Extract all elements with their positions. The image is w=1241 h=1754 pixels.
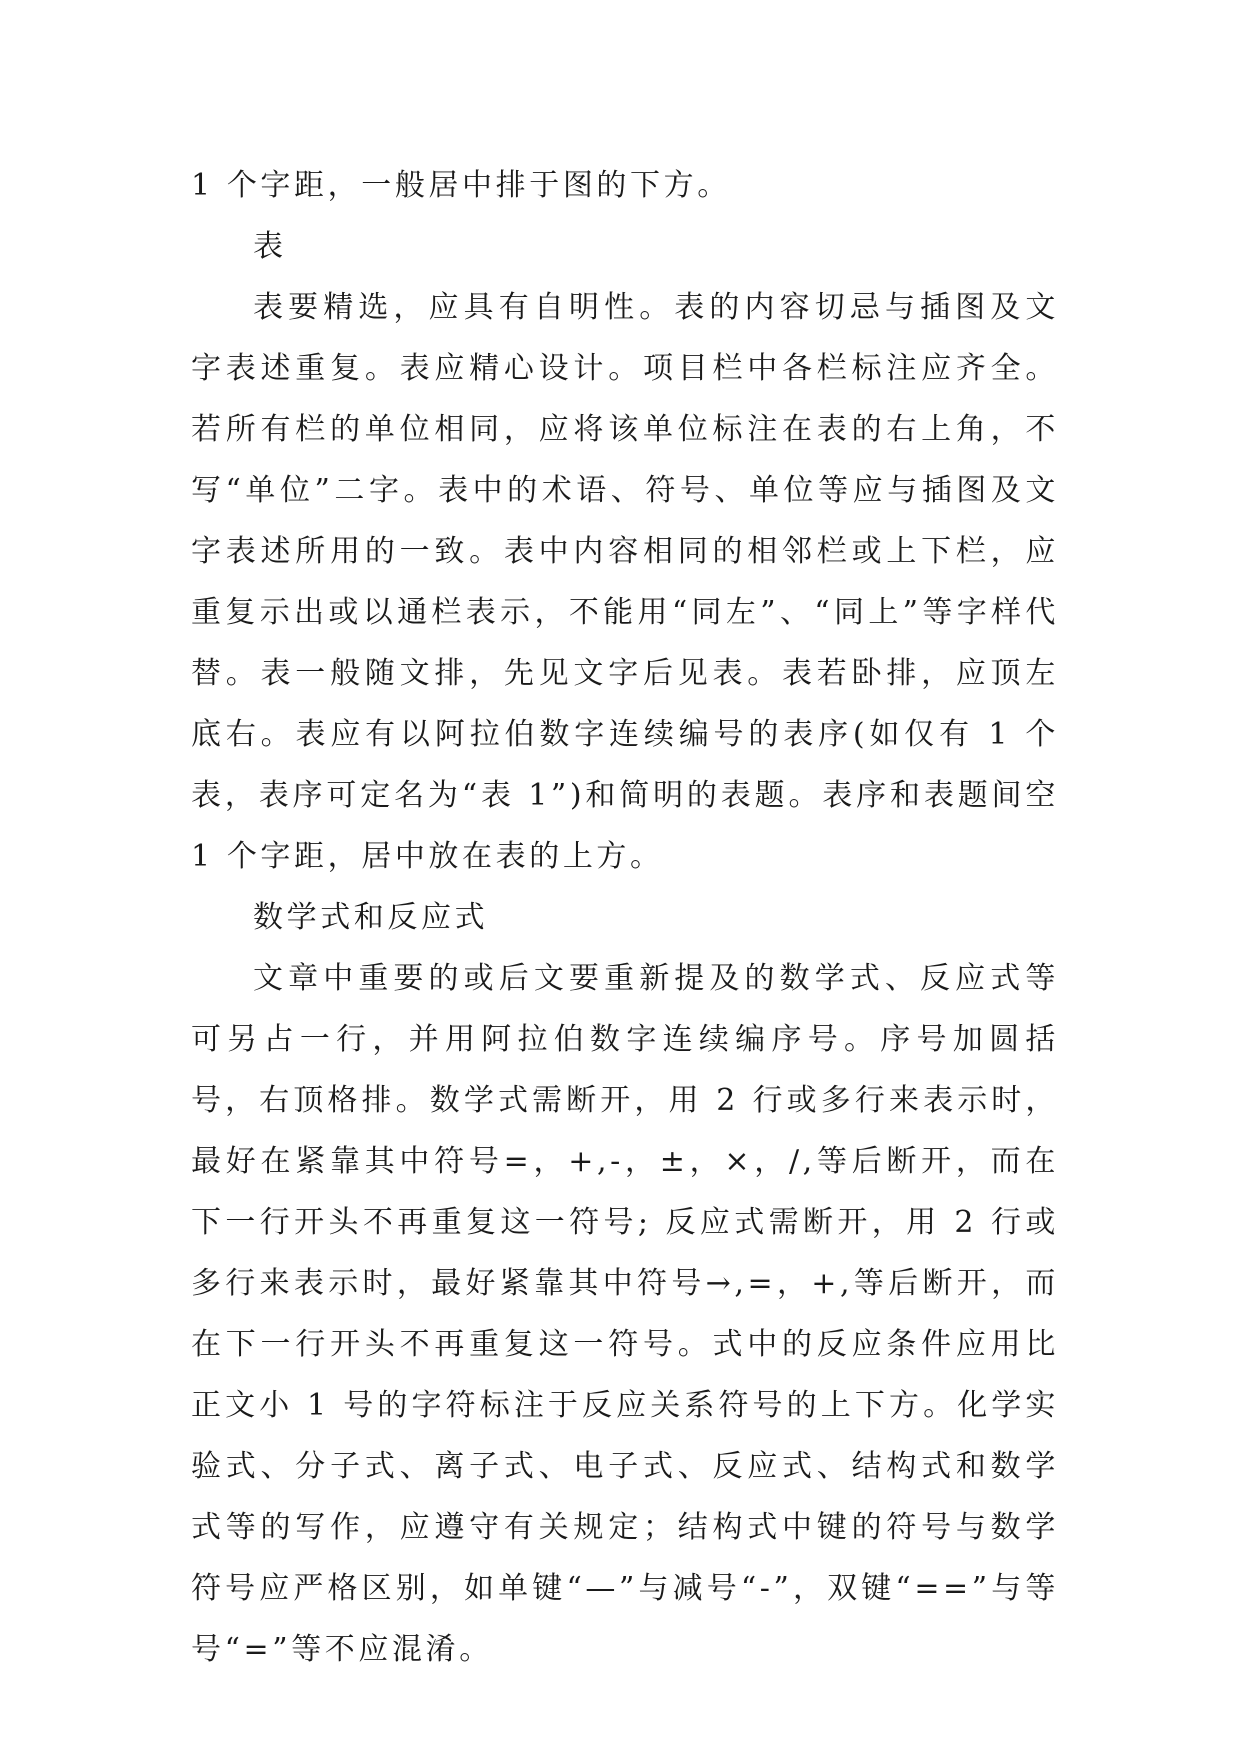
paragraph-formula-rules: 文章中重要的或后文要重新提及的数学式、反应式等可另占一行，并用阿拉伯数字连续编序号。序号加圆括号，右顶格排。数学式需断开，用 2 行或多行来表示时，最好在紧靠其中符号=，+,-，±，×，/,等后断开，而在下一行开头不再重复这一符号; 反应式需断开，用 2 行或多行来表示时，最好紧靠其中符号→,=，+,等后断开，而在下一行开头不再重复这一符号。式中的反应条件应用比正文小 1 号的字符标注于反应关系符号的上下方。化学实验式、分子式、离子式、电子式、反应式、结构式和数学式等的写作，应遵守有关规定；结构式中键的符号与数学符号应严格区别，如单键“—”与减号“-”，双键“==”与等号“=”等不应混淆。: [191, 961, 1059, 1667]
section-heading-formulas: 数学式和反应式: [253, 900, 489, 935]
section-heading-table: 表: [253, 229, 287, 264]
paragraph-continuation: 1 个字距，一般居中排于图的下方。: [191, 168, 731, 203]
paragraph-table-rules: 表要精选，应具有自明性。表的内容切忌与插图及文字表述重复。表应精心设计。项目栏中各栏标注应齐全。若所有栏的单位相同，应将该单位标注在表的右上角，不写“单位”二字。表中的术语、符号、单位等应与插图及文字表述所用的一致。表中内容相同的相邻栏或上下栏，应重复示出或以通栏表示，不能用“同左”、“同上”等字样代替。表一般随文排，先见文字后见表。表若卧排，应顶左底右。表应有以阿拉伯数字连续编号的表序(如仅有 1 个表，表序可定名为“表 1”)和简明的表题。表序和表题间空 1 个字距，居中放在表的上方。: [191, 290, 1059, 874]
document-page: [191, 155, 1059, 1680]
